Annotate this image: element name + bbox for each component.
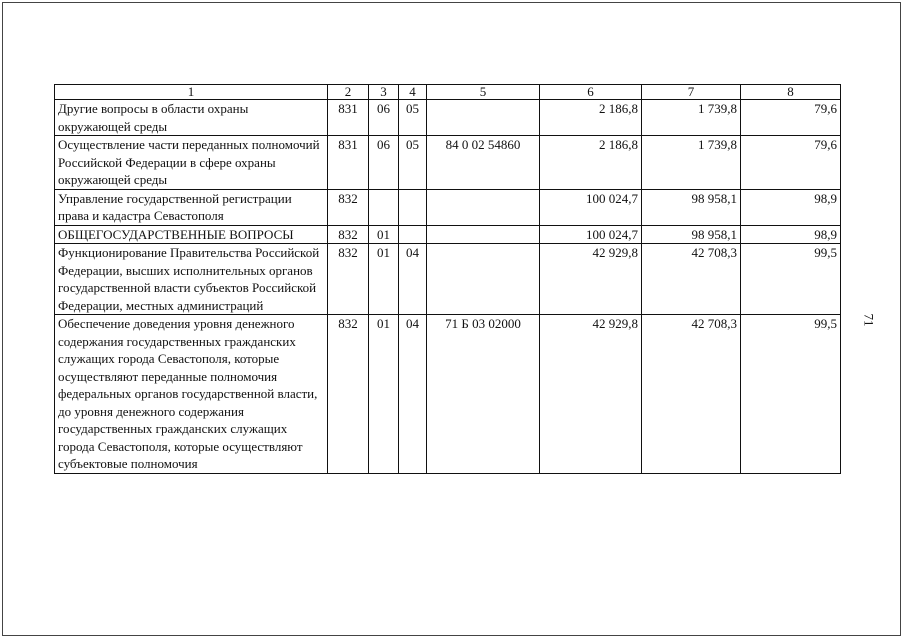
row-col-6: 100 024,7: [540, 225, 642, 244]
row-col-2: 832: [328, 189, 369, 225]
row-col-3: 06: [369, 100, 399, 136]
row-col-2: 831: [328, 136, 369, 190]
header-row: [55, 85, 841, 100]
row-name: Другие вопросы в области охраны окружающей среды: [55, 100, 328, 136]
row-col-2: 832: [328, 225, 369, 244]
row-col-7: 98 958,1: [642, 189, 741, 225]
row-col-3: 01: [369, 225, 399, 244]
row-col-7: 42 708,3: [642, 315, 741, 474]
header-col-1: 1: [55, 85, 328, 100]
row-col-3: 01: [369, 315, 399, 474]
table-row: [55, 189, 841, 225]
row-col-8: 98,9: [741, 189, 841, 225]
header-col-4: 4: [399, 85, 427, 100]
row-name: Осуществление части переданных полномочий Российской Федерации в сфере охраны окружающей среды: [55, 136, 328, 190]
budget-table: [54, 84, 841, 474]
row-col-4: [399, 189, 427, 225]
row-col-8: 79,6: [741, 136, 841, 190]
header-col-3: 3: [369, 85, 399, 100]
row-col-8: 79,6: [741, 100, 841, 136]
row-col-7: 42 708,3: [642, 244, 741, 315]
row-col-4: 05: [399, 136, 427, 190]
row-col-6: 42 929,8: [540, 244, 642, 315]
row-col-6: 2 186,8: [540, 136, 642, 190]
row-name: Управление государственной регистрации права и кадастра Севастополя: [55, 189, 328, 225]
table-row: [55, 315, 841, 474]
row-col-5: 84 0 02 54860: [427, 136, 540, 190]
table-row: [55, 136, 841, 190]
header-col-6: 6: [540, 85, 642, 100]
row-col-4: [399, 225, 427, 244]
row-col-4: 04: [399, 315, 427, 474]
header-col-8: 8: [741, 85, 841, 100]
row-col-5: [427, 244, 540, 315]
row-col-5: [427, 189, 540, 225]
row-col-6: 2 186,8: [540, 100, 642, 136]
header-col-7: 7: [642, 85, 741, 100]
row-col-8: 98,9: [741, 225, 841, 244]
row-name: Обеспечение доведения уровня денежного содержания государственных гражданских служащих города Севастополя, которые осуществляют переданные полномочия федеральных органов государственной власти, до уровня денежного содержания государственных гражданских служащих города Севастополя, которые осуществляют субъектовые полномочия: [55, 315, 328, 474]
table-row: [55, 100, 841, 136]
row-col-5: [427, 225, 540, 244]
header-col-5: 5: [427, 85, 540, 100]
row-col-5: 71 Б 03 02000: [427, 315, 540, 474]
row-col-2: 831: [328, 100, 369, 136]
row-name: ОБЩЕГОСУДАРСТВЕННЫЕ ВОПРОСЫ: [55, 225, 328, 244]
table-row: [55, 225, 841, 244]
row-col-2: 832: [328, 315, 369, 474]
row-col-7: 98 958,1: [642, 225, 741, 244]
row-col-4: 04: [399, 244, 427, 315]
row-name: Функционирование Правительства Российской Федерации, высших исполнительных органов государственной власти субъектов Российской Федерации, местных администраций: [55, 244, 328, 315]
row-col-4: 05: [399, 100, 427, 136]
row-col-7: 1 739,8: [642, 136, 741, 190]
header-col-2: 2: [328, 85, 369, 100]
row-col-2: 832: [328, 244, 369, 315]
row-col-7: 1 739,8: [642, 100, 741, 136]
row-col-8: 99,5: [741, 315, 841, 474]
row-col-3: 01: [369, 244, 399, 315]
table-row: [55, 244, 841, 315]
row-col-6: 42 929,8: [540, 315, 642, 474]
page-number: 71: [861, 313, 877, 327]
row-col-6: 100 024,7: [540, 189, 642, 225]
row-col-8: 99,5: [741, 244, 841, 315]
row-col-3: 06: [369, 136, 399, 190]
row-col-3: [369, 189, 399, 225]
row-col-5: [427, 100, 540, 136]
